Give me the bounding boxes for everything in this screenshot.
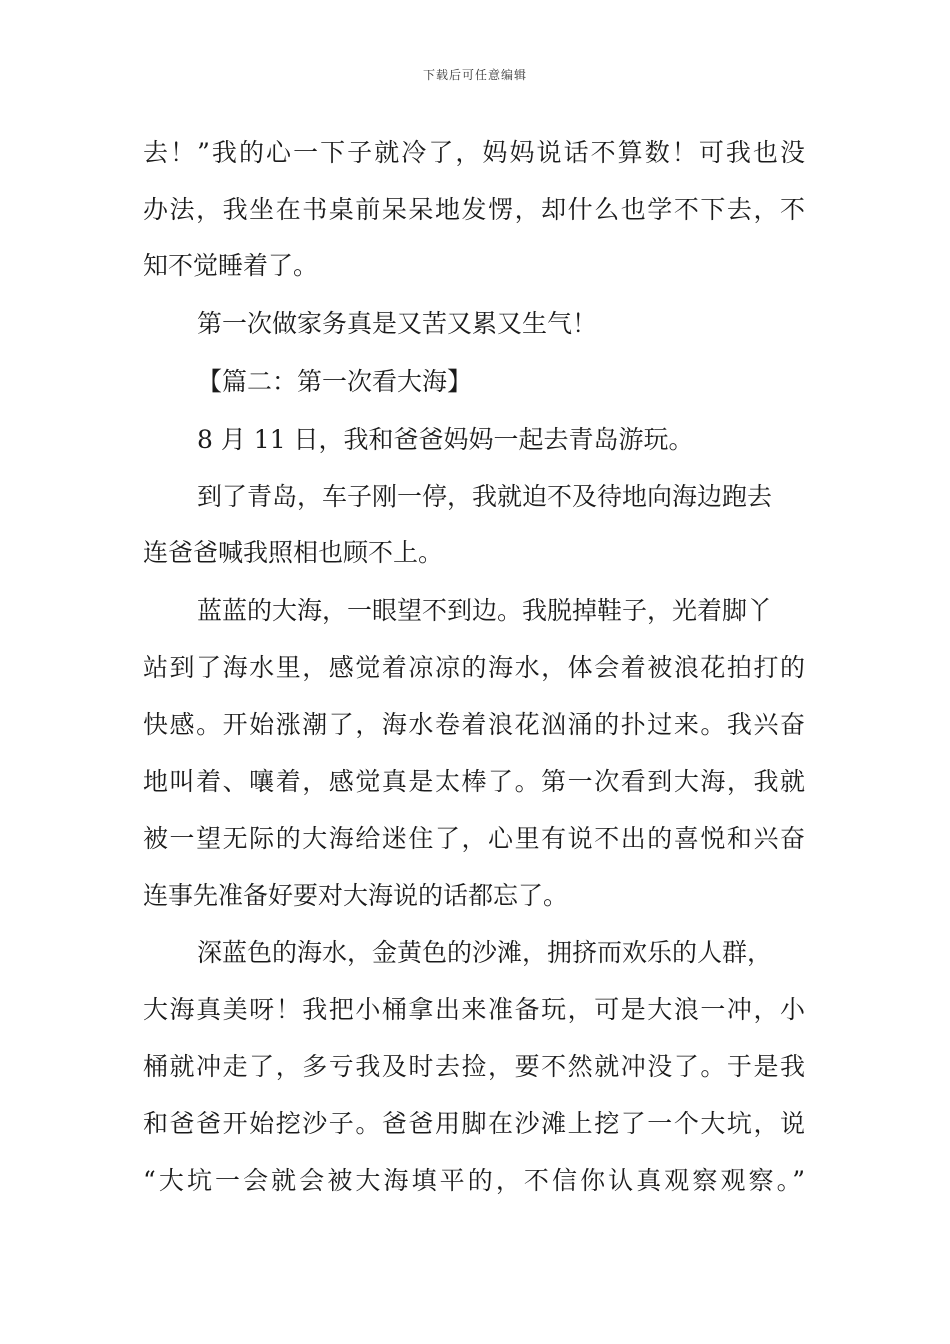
text-line: 连爸爸喊我照相也顾不上。 — [143, 538, 444, 567]
text-line: 8 月 11 日，我和爸爸妈妈一起去青岛游玩。 — [197, 425, 694, 454]
text-line: 办法，我坐在书桌前呆呆地发愣，却什么也学不下去，不 — [143, 195, 805, 224]
text-line: 第一次做家务真是又苦又累又生气！ — [197, 309, 598, 338]
text-line: 大海真美呀！我把小桶拿出来准备玩，可是大浪一冲，小 — [143, 995, 805, 1024]
text-line: 快感。开始涨潮了，海水卷着浪花汹涌的扑过来。我兴奋 — [143, 710, 805, 739]
text-line: 去！”我的心一下子就冷了，妈妈说话不算数！可我也没 — [143, 138, 805, 167]
text-line: 地叫着、嚷着，感觉真是太棒了。第一次看到大海，我就 — [143, 767, 805, 796]
page-header: 下载后可任意编辑 — [422, 68, 527, 82]
text-line: 蓝蓝的大海，一眼望不到边。我脱掉鞋子，光着脚丫 — [197, 596, 773, 625]
section-heading: 【篇二：第一次看大海】 — [197, 367, 473, 396]
text-line: 桶就冲走了，多亏我及时去捡，要不然就冲没了。于是我 — [143, 1052, 805, 1081]
text-line: 知不觉睡着了。 — [143, 251, 319, 280]
text-line: “大坑一会就会被大海填平的，不信你认真观察观察。” — [143, 1166, 805, 1195]
text-line: 和爸爸开始挖沙子。爸爸用脚在沙滩上挖了一个大坑，说 — [143, 1109, 805, 1138]
text-line: 到了青岛，车子刚一停，我就迫不及待地向海边跑去 — [197, 482, 773, 511]
text-line: 被一望无际的大海给迷住了，心里有说不出的喜悦和兴奋 — [143, 824, 805, 853]
text-line: 站到了海水里，感觉着凉凉的海水，体会着被浪花拍打的 — [143, 653, 805, 682]
text-line: 深蓝色的海水，金黄色的沙滩，拥挤而欢乐的人群， — [197, 938, 773, 967]
text-line: 连事先准备好要对大海说的话都忘了。 — [143, 881, 569, 910]
